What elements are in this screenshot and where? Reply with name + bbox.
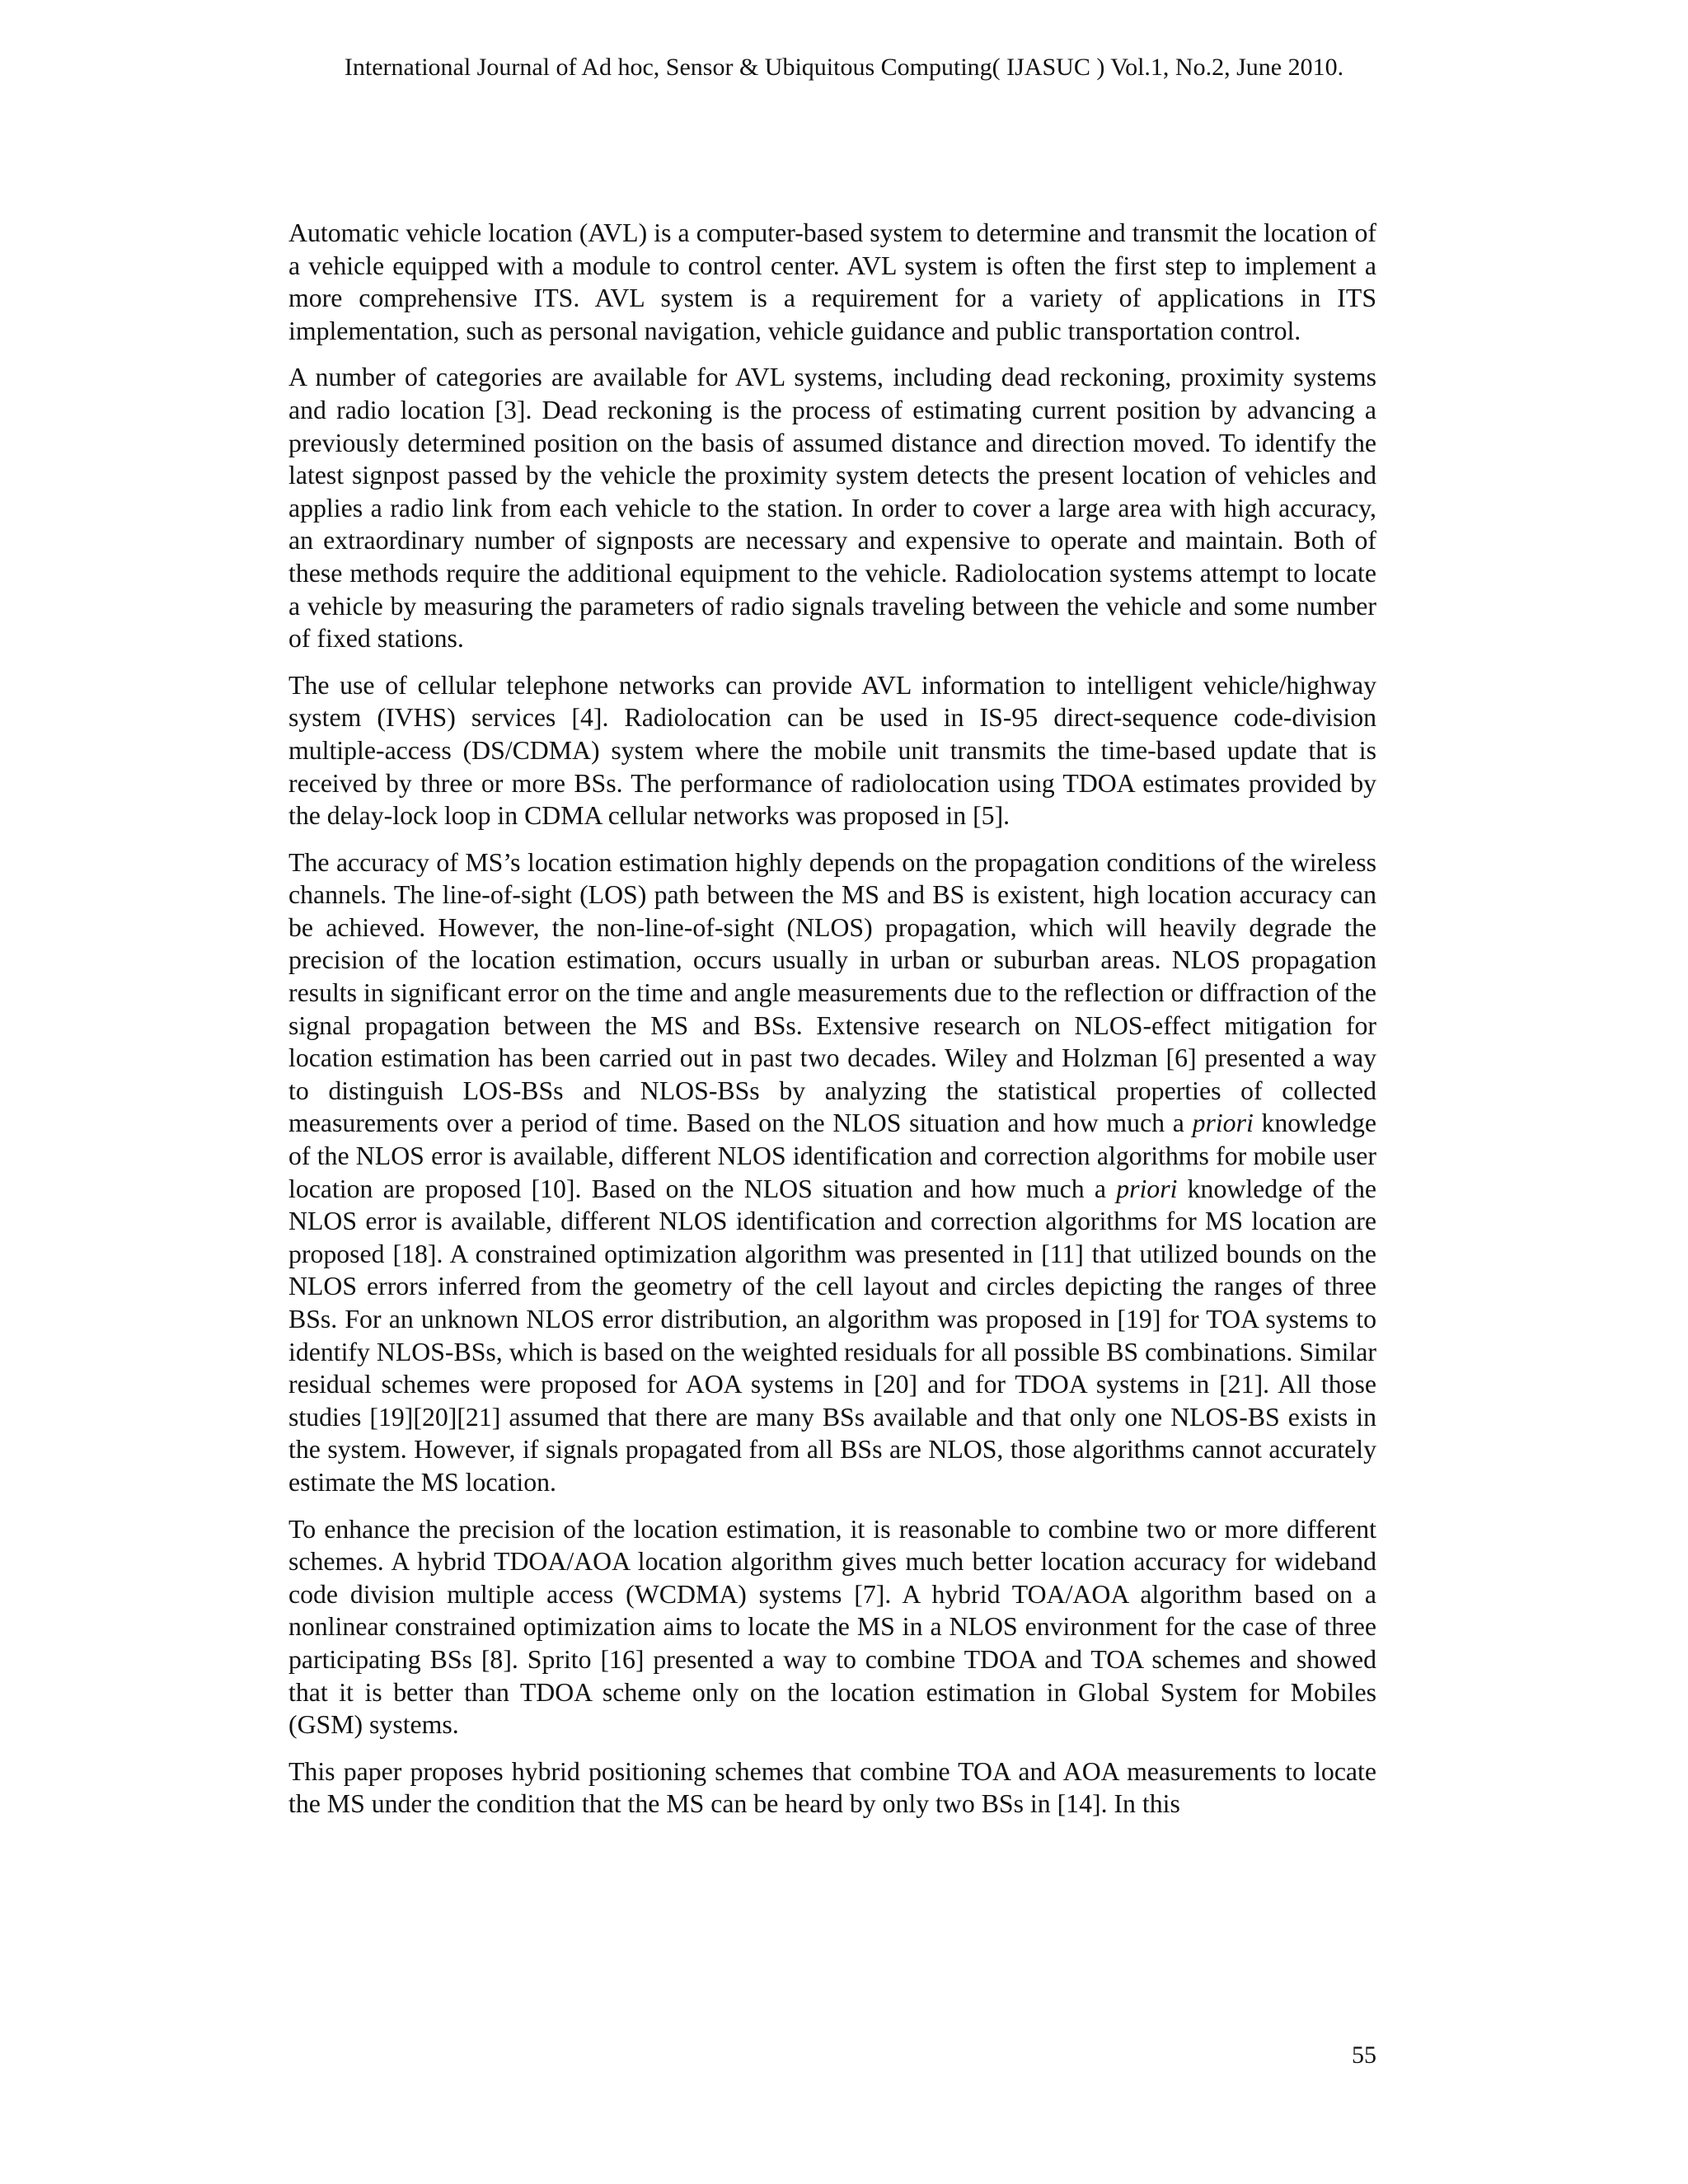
page-number: 55: [1352, 2041, 1376, 2069]
paragraph-avl-categories: A number of categories are available for AVL systems, including dead reckoning, proximity systems and radio location [3]. Dead reckoning is the process of estimating current position by advancing a previously determined position on the basis of assumed distance and direction moved. To identify the latest signpost passed by the vehicle the proximity system detects the present location of vehicles and applies a radio link from each vehicle to the station. In order to cover a large area with high accuracy, an extraordinary number of signposts are necessary and expensive to operate and maintain. Both of these methods require the additional equipment to the vehicle. Radiolocation systems attempt to locate a vehicle by measuring the parameters of radio signals traveling between the vehicle and some number of fixed stations.: [288, 363, 1376, 654]
italic-term-priori: priori: [1116, 1174, 1178, 1203]
article-body: [288, 217, 1376, 1821]
paragraph-text-segment: knowledge of the NLOS error is available, different NLOS identification and correction algorithms for mobile user location are proposed [10]. Based on the NLOS situation and how much a: [288, 1108, 1376, 1203]
paragraph-paper-proposal: This paper proposes hybrid positioning schemes that combine TOA and AOA measurements to locate the MS under the condition that the MS can be heard by only two BSs in [14]. In this: [288, 1756, 1376, 1819]
running-header: International Journal of Ad hoc, Sensor & Ubiquitous Computing( IJASUC ) Vol.1, No.2, June 2010.: [344, 54, 1344, 81]
paragraph-text-segment: knowledge of the NLOS error is available, different NLOS identification and correction algorithms for MS location are proposed [18]. A constrained optimization algorithm was presented in [11] that utilized bounds on the NLOS errors inferred from the geometry of the cell layout and circles depicting the ranges of three BSs. For an unknown NLOS error distribution, an algorithm was proposed in [19] for TOA systems to identify NLOS-BSs, which is based on the weighted residuals for all possible BS combinations. Similar residual schemes were proposed for AOA systems in [20] and for TDOA systems in [21]. All those studies [19][20][21] assumed that there are many BSs available and that only one NLOS-BS exists in the system. However, if signals propagated from all BSs are NLOS, those algorithms cannot accurately estimate the MS location.: [288, 1174, 1376, 1497]
paragraph-nlos-accuracy: [288, 846, 1376, 1499]
italic-term-priori: priori: [1192, 1108, 1254, 1138]
paragraph-text-segment: The accuracy of MS’s location estimation highly depends on the propagation conditions of the wireless channels. The line-of-sight (LOS) path between the MS and BS is existent, high location accuracy can be achieved. However, the non-line-of-sight (NLOS) propagation, which will heavily degrade the precision of the location estimation, occurs usually in urban or suburban areas. NLOS propagation results in significant error on the time and angle measurements due to the reflection or diffraction of the signal propagation between the MS and BSs. Extensive research on NLOS-effect mitigation for location estimation has been carried out in past two decades. Wiley and Holzman [6] presented a way to distinguish LOS-BSs and NLOS-BSs by analyzing the statistical properties of collected measurements over a period of time. Based on the NLOS situation and how much a: [288, 847, 1376, 1138]
paragraph-avl-definition: Automatic vehicle location (AVL) is a computer-based system to determine and transmit the location of a vehicle equipped with a module to control center. AVL system is often the first step to implement a more comprehensive ITS. AVL system is a requirement for a variety of applications in ITS implementation, such as personal navigation, vehicle guidance and public transportation control.: [288, 218, 1376, 345]
paragraph-cellular-networks: The use of cellular telephone networks can provide AVL information to intelligent vehicle/highway system (IVHS) services [4]. Radiolocation can be used in IS-95 direct-sequence code-division multiple-access (DS/CDMA) system where the mobile unit transmits the time-based update that is received by three or more BSs. The performance of radiolocation using TDOA estimates provided by the delay-lock loop in CDMA cellular networks was proposed in [5].: [288, 670, 1376, 831]
paragraph-hybrid-schemes: To enhance the precision of the location estimation, it is reasonable to combine two or more different schemes. A hybrid TDOA/AOA location algorithm gives much better location accuracy for wideband code division multiple access (WCDMA) systems [7]. A hybrid TOA/AOA algorithm based on a nonlinear constrained optimization aims to locate the MS in a NLOS environment for the case of three participating BSs [8]. Sprito [16] presented a way to combine TDOA and TOA schemes and showed that it is better than TDOA scheme only on the location estimation in Global System for Mobiles (GSM) systems.: [288, 1514, 1376, 1740]
